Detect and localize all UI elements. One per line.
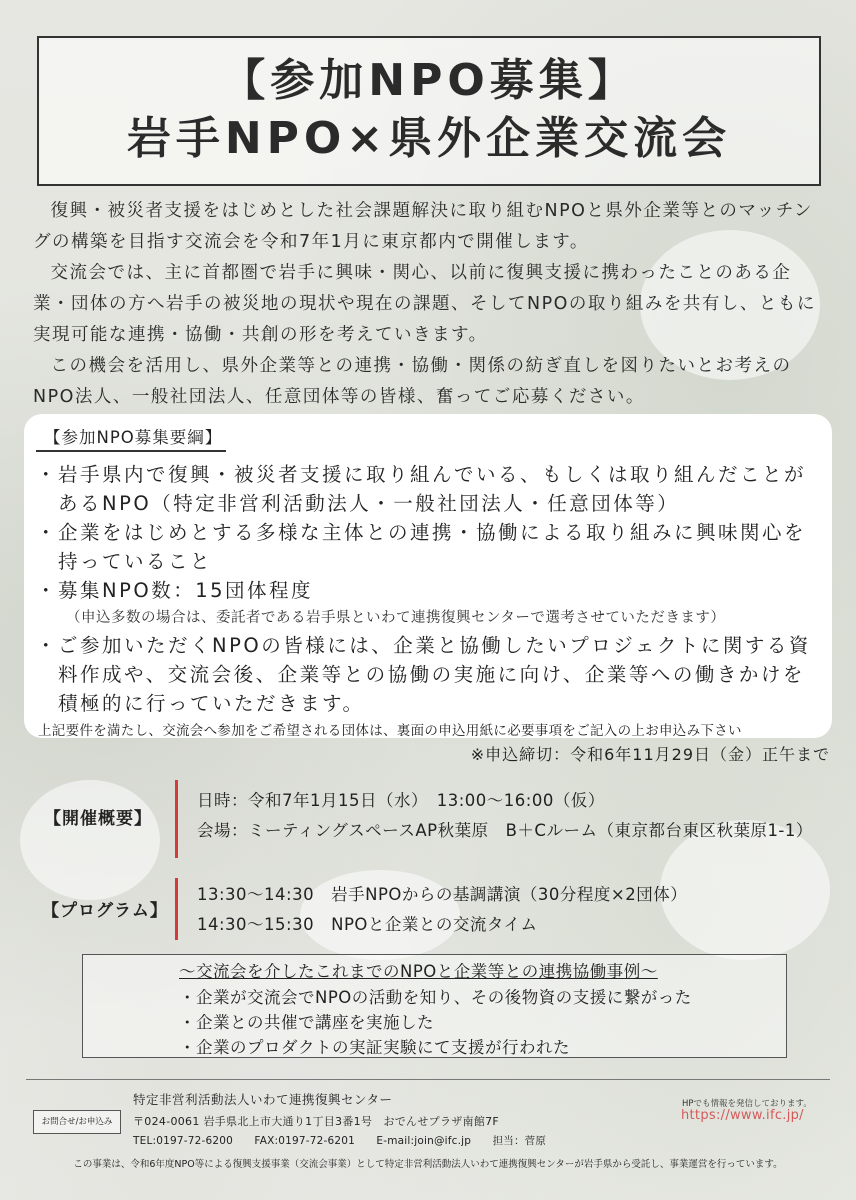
bullet-mark: ・ xyxy=(36,634,59,657)
contact-label: お問合せ/お申込み xyxy=(33,1110,121,1134)
case-item: ・企業のプロダクトの実証実験にて支援が行われた xyxy=(179,1038,570,1057)
requirement-item xyxy=(36,460,818,518)
deadline-text: ※申込締切：令和6年11月29日（金）正午まで xyxy=(470,745,830,764)
overview-label: 【開催概要】 xyxy=(44,809,152,829)
requirement-text: ご参加いただくNPOの皆様には、企業と協働したいプロジェクトに関する資料作成や、交流会後、企業等との協働の実施に向け、企業等への働きかけを積極的に行っていただきます。 xyxy=(58,634,811,715)
requirements-heading: 【参加NPO募集要綱】 xyxy=(36,424,226,452)
cases-box xyxy=(82,954,787,1058)
title-box xyxy=(37,36,821,186)
requirement-item xyxy=(36,576,818,605)
funding-note: この事業は、令和6年度NPO等による復興支援事業（交流会事業）として特定非営利活動法人いわて連携復興センターが岩手県から受託し、事業運営を行っています。 xyxy=(73,1159,783,1170)
background-blossom xyxy=(20,780,160,900)
program-label: 【プログラム】 xyxy=(42,901,168,921)
page-title-line2: 岩手NPO×県外企業交流会 xyxy=(126,113,732,164)
overview-accent-bar xyxy=(175,780,178,858)
footer-divider xyxy=(26,1079,830,1080)
requirement-text: 募集NPO数：15団体程度 xyxy=(58,579,314,602)
organization-contact: TEL:0197-72-6200 FAX:0197-72-6201 E-mail:join@ifc.jp 担当：菅原 xyxy=(133,1135,547,1147)
requirement-text: 企業をはじめとする多様な主体との連携・協働による取り組みに興味関心を持っていること xyxy=(58,521,807,573)
requirement-note: （申込多数の場合は、委託者である岩手県といわて連携復興センターで選考させていただきます） xyxy=(66,610,726,626)
bullet-mark: ・ xyxy=(36,579,59,602)
program-item: 13:30〜14:30 岩手NPOからの基調講演（30分程度×2団体） xyxy=(197,885,688,904)
organization-address: 〒024-0061 岩手県北上市大通り1丁目3番1号 おでんせプラザ南館7F xyxy=(133,1115,500,1128)
intro-paragraph: 復興・被災者支援をはじめとした社会課題解決に取り組むNPOと県外企業等とのマッチングの構築を目指す交流会を令和7年1月に東京都内で開催します。 xyxy=(33,201,813,252)
requirement-item xyxy=(36,631,818,718)
requirements-list xyxy=(36,460,818,718)
program-item: 14:30〜15:30 NPOと企業との交流タイム xyxy=(197,915,538,934)
bullet-mark: ・ xyxy=(36,521,59,544)
page-title-line1: 【参加NPO募集】 xyxy=(221,55,637,106)
requirements-footnote: 上記要件を満たし、交流会へ参加をご希望される団体は、裏面の申込用紙に必要事項をご記入の上お申込み下さい xyxy=(38,723,742,739)
requirement-text: 岩手県内で復興・被災者支援に取り組んでいる、もしくは取り組んだことがあるNPO（特定非営利活動法人・一般社団法人・任意団体等） xyxy=(58,463,807,515)
overview-details xyxy=(197,786,813,846)
program-accent-bar xyxy=(175,878,178,940)
intro-paragraph: この機会を活用し、県外企業等との連携・協働・関係の紡ぎ直しを図りたいとお考えのNPO法人、一般社団法人、任意団体等の皆様、奮ってご応募ください。 xyxy=(33,356,792,407)
program-details xyxy=(197,880,687,940)
requirement-item xyxy=(36,518,818,576)
case-item: ・企業が交流会でNPOの活動を知り、その後物資の支援に繋がった xyxy=(179,988,692,1007)
organization-name: 特定非営利活動法人いわて連携復興センター xyxy=(133,1092,393,1107)
homepage-link[interactable]: https://www.ifc.jp/ xyxy=(681,1108,804,1123)
overview-venue: 会場：ミーティングスペースAP秋葉原 B＋Cルーム（東京都台東区秋葉原1-1） xyxy=(197,821,813,840)
bullet-mark: ・ xyxy=(36,463,59,486)
case-item: ・企業との共催で講座を実施した xyxy=(179,1013,434,1032)
requirements-box xyxy=(24,414,832,738)
cases-title: 〜交流会を介したこれまでのNPOと企業等との連携協働事例〜 xyxy=(179,962,658,981)
overview-datetime: 日時：令和7年1月15日（水） 13:00〜16:00（仮） xyxy=(197,791,605,810)
intro-paragraph: 交流会では、主に首都圏で岩手に興味・関心、以前に復興支援に携わったことのある企業・団体の方へ岩手の被災地の現状や現在の課題、そしてNPOの取り組みを共有し、ともに実現可能な連携・協働・共創の形を考えていきます。 xyxy=(33,263,816,345)
intro-text xyxy=(33,196,823,413)
homepage-note: HPでも情報を発信しております。 xyxy=(682,1099,812,1109)
